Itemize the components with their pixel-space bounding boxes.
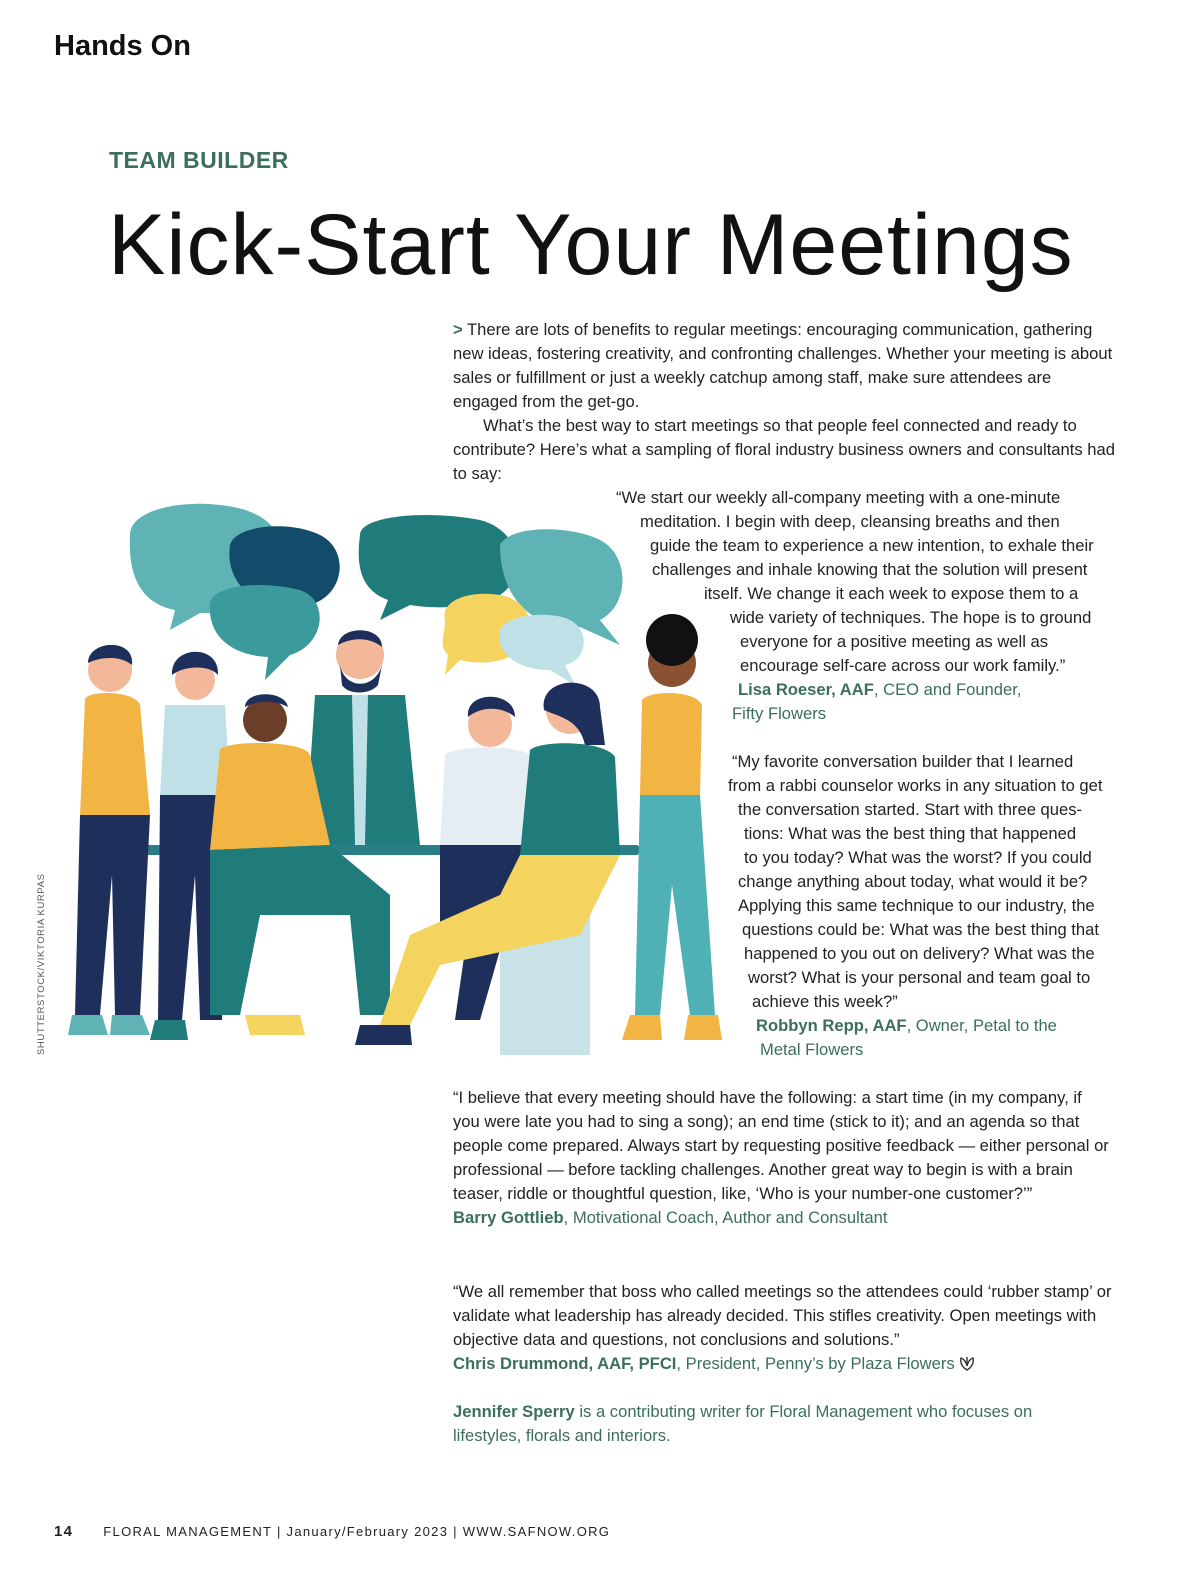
- quote2-line: “My favorite conversation builder that I learned: [732, 752, 1074, 771]
- quote4-text: “We all remember that boss who called meetings so the attendees could ‘rubber stamp’ or validate what leadership has already decided. This stifles creativity. Open meetings with objective data and questions, not conclusions and solutions.”: [453, 1282, 1112, 1349]
- quote1-line: everyone for a positive meeting as well as: [740, 632, 1049, 651]
- section-label: Hands On: [54, 30, 191, 62]
- intro-p1-text: There are lots of benefits to regular meetings: encouraging communication, gathering new ideas, fostering creativity, and confronting challenges. Whether your meeting is about sales or fulfillment or just a weekly catchup among staff, make sure attendees are engaged from the get-go.: [453, 320, 1113, 411]
- quote2-line: change anything about today, what would it be?: [738, 872, 1088, 891]
- quote4-attribution: [453, 1352, 1113, 1376]
- quote1-attribution: [738, 678, 1021, 702]
- quote1-line: encourage self-care across our work family.”: [740, 656, 1066, 675]
- quote2-line: to you today? What was the worst? If you could: [744, 848, 1092, 867]
- author-name: Jennifer Sperry: [453, 1402, 575, 1421]
- article-title: Kick-Start Your Meetings: [108, 197, 1074, 293]
- quote2-attribution: [756, 1014, 1057, 1038]
- author-bio: [453, 1400, 1093, 1448]
- quote1-line: itself. We change it each week to expose them to a: [704, 584, 1079, 603]
- page-footer: [54, 1523, 610, 1540]
- intro: [453, 318, 1117, 486]
- quote-barry-gottlieb: [453, 1086, 1113, 1230]
- quote4-role: , President, Penny’s by Plaza Flowers: [676, 1354, 955, 1373]
- quote3-name: Barry Gottlieb: [453, 1208, 564, 1227]
- quote1-company: Fifty Flowers: [732, 704, 827, 723]
- quote1-line: challenges and inhale knowing that the solution will present: [652, 560, 1088, 579]
- quote2-line: from a rabbi counselor works in any situation to get: [728, 776, 1103, 795]
- end-mark-flower-icon: [959, 1355, 975, 1371]
- quote3-role: , Motivational Coach, Author and Consultant: [563, 1208, 888, 1227]
- quote3-attribution: [453, 1206, 1113, 1230]
- quote1-role: , CEO and Founder,: [873, 680, 1022, 699]
- author-bio-text: [453, 1400, 1093, 1448]
- page-number: 14: [54, 1523, 74, 1540]
- quote2-line: tions: What was the best thing that happened: [744, 824, 1077, 843]
- quote-chris-drummond: [453, 1280, 1113, 1376]
- intro-paragraph-2: What’s the best way to start meetings so that people feel connected and ready to contribute? Here’s what a sampling of floral industry business owners and consultants had to say:: [453, 416, 1115, 483]
- quote1-line: “We start our weekly all-company meeting with a one-minute: [616, 488, 1061, 507]
- quote2-line: achieve this week?”: [752, 992, 898, 1011]
- intro-marker: >: [453, 320, 463, 339]
- quote2-line: happened to you out on delivery? What was the: [744, 944, 1095, 963]
- quote2-line: the conversation started. Start with three ques-: [738, 800, 1083, 819]
- footer-publication: FLORAL MANAGEMENT | January/February 2023 | WWW.SAFNOW.ORG: [103, 1524, 611, 1539]
- quote2-line: questions could be: What was the best thing that: [742, 920, 1099, 939]
- article-kicker: TEAM BUILDER: [109, 147, 289, 173]
- quote1-line: wide variety of techniques. The hope is to ground: [730, 608, 1092, 627]
- quote2-name: Robbyn Repp, AAF: [756, 1016, 907, 1035]
- quote2-role: , Owner, Petal to the: [906, 1016, 1057, 1035]
- author-bio-description: is a contributing writer for Floral Management who focuses on lifestyles, florals and interiors.: [453, 1402, 1033, 1445]
- quote1-name: Lisa Roeser, AAF: [738, 680, 874, 699]
- quote1-line: meditation. I begin with deep, cleansing breaths and then: [640, 512, 1060, 531]
- quote2-line: worst? What is your personal and team goal to: [748, 968, 1091, 987]
- quote3-text: “I believe that every meeting should have the following: a start time (in my company, if you were late you had to sing a song); an end time (stick to it); and an agenda so that people come prepared. Always start by requesting positive feedback — either personal or professional — before tackling challenges. Another great way to begin is with a brain teaser, riddle or thoughtful question, like, ‘Who is your number-one customer?’”: [453, 1088, 1109, 1203]
- photo-credit: SHUTTERSTOCK/VIKTORIA KURPAS: [36, 873, 47, 1055]
- intro-paragraph-1: [453, 318, 1117, 414]
- quote2-line: Applying this same technique to our industry, the: [738, 896, 1095, 915]
- quote4-name: Chris Drummond, AAF, PFCI: [453, 1354, 677, 1373]
- team-meeting-illustration: [60, 495, 740, 1060]
- quote1-line: guide the team to experience a new intention, to exhale their: [650, 536, 1094, 555]
- quote2-company: Metal Flowers: [760, 1040, 864, 1059]
